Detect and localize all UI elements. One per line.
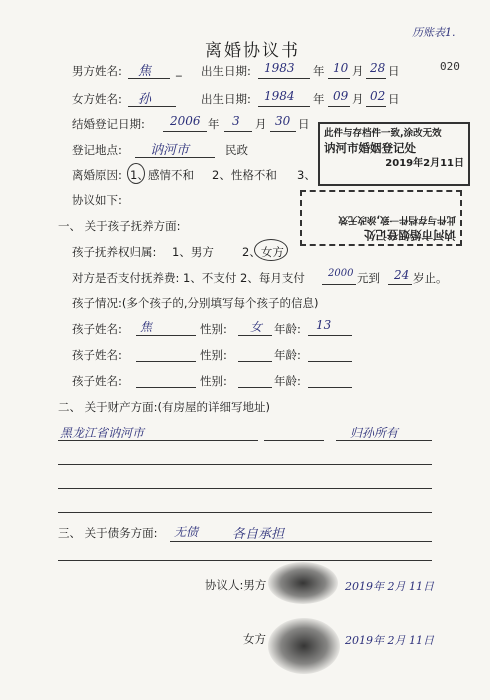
debt-section-heading: 三、 关于债务方面: <box>58 526 158 540</box>
female-year-unit: 年 <box>313 92 325 106</box>
male-name-line <box>128 78 170 79</box>
female-day-unit: 日 <box>388 92 400 106</box>
female-birth-day: 02 <box>370 89 386 103</box>
property-owner: 归孙所有 <box>350 426 399 440</box>
child-3-sex-label: 性别: <box>200 374 227 388</box>
female-day-line <box>366 106 386 107</box>
male-signature-label: 协议人:男方 <box>205 578 267 592</box>
child-2-name-label: 孩子姓名: <box>72 348 122 362</box>
child-1-age: 13 <box>316 318 332 332</box>
male-month-unit: 月 <box>352 64 364 78</box>
stamp-line-1: 此件与存档件一致,涂改无效 <box>324 128 442 139</box>
child-2-sex-label: 性别: <box>200 348 227 362</box>
registration-place-line <box>135 157 215 158</box>
child-1-name-line <box>136 335 196 336</box>
male-day-unit: 日 <box>388 64 400 78</box>
debt-line-1 <box>170 541 432 542</box>
marriage-month: 3 <box>232 114 240 128</box>
female-signature-label: 女方 <box>243 632 266 646</box>
marriage-month-line <box>224 131 252 132</box>
property-address: 黑龙江省讷河市 <box>60 426 145 440</box>
male-year-unit: 年 <box>313 64 325 78</box>
female-month-unit: 月 <box>352 92 364 106</box>
child-1-age-label: 年龄: <box>274 322 301 336</box>
child-2-name-line <box>136 361 196 362</box>
marriage-day-line <box>270 131 296 132</box>
registration-place-value: 讷河市 <box>150 143 190 158</box>
marriage-day-unit: 日 <box>298 117 310 131</box>
registration-place-label: 登记地点: <box>72 143 122 157</box>
stamp-line-3: 2019年2月11日 <box>385 158 464 169</box>
custody-selected-circle <box>254 239 288 261</box>
child-1-age-line <box>308 335 352 336</box>
debt-value-a: 无债 <box>174 525 199 539</box>
mirrored-stamp <box>300 190 462 246</box>
female-month-line <box>328 106 350 107</box>
female-birth-label: 出生日期: <box>201 92 251 106</box>
male-name-label: 男方姓名: <box>72 64 122 78</box>
document-title: 离婚协议书 <box>205 41 300 61</box>
property-section-heading: 二、 关于财产方面:(有房屋的详细写地址) <box>58 400 271 414</box>
property-line-1b <box>264 440 324 441</box>
support-amount: 2000 <box>328 268 354 279</box>
children-info-label: 孩子情况:(多个孩子的,分别填写每个孩子的信息) <box>72 296 319 310</box>
agreement-intro: 协议如下: <box>72 193 122 207</box>
property-line-1c <box>336 440 432 441</box>
child-3-sex-line <box>238 387 272 388</box>
marriage-month-unit: 月 <box>255 117 267 131</box>
marriage-year: 2006 <box>170 114 201 128</box>
child-2-age-line <box>308 361 352 362</box>
divorce-reason-label: 离婚原因: <box>72 168 122 182</box>
custody-option-male: 1、男方 <box>172 245 214 259</box>
support-age-line <box>388 284 412 285</box>
support-age: 24 <box>394 268 410 282</box>
male-day-line <box>366 78 386 79</box>
debt-value-b: 各自承担 <box>232 527 285 542</box>
child-3-name-line <box>136 387 196 388</box>
support-amount-line <box>322 284 356 285</box>
reason-option-3: 3、 <box>297 168 316 182</box>
marriage-date-label: 结婚登记日期: <box>72 117 145 131</box>
child-1-name-label: 孩子姓名: <box>72 322 122 336</box>
female-year-line <box>258 106 310 107</box>
male-birth-label: 出生日期: <box>201 64 251 78</box>
marriage-day: 30 <box>275 114 291 128</box>
male-name-value: 焦 <box>138 64 152 79</box>
page-number: 020 <box>440 60 460 73</box>
male-signature-date: 2019年 2月 11日 <box>345 580 434 593</box>
male-birth-day: 28 <box>370 61 386 75</box>
support-text-b: 元到 <box>357 271 380 285</box>
reason-option-2: 2、性格不和 <box>212 168 277 182</box>
debt-line-2 <box>58 560 432 561</box>
custody-option-female: 2、女方 <box>242 245 284 259</box>
corner-note: 历账表1. <box>412 26 456 39</box>
dash: _ <box>176 63 182 77</box>
mirrored-stamp-line-1: 讷河市婚姻登记处 <box>364 228 456 242</box>
property-line-2 <box>58 464 432 465</box>
child-1-name: 焦 <box>140 320 153 334</box>
male-fingerprint <box>268 562 338 604</box>
female-name-line <box>128 106 176 107</box>
female-signature-date: 2019年 2月 11日 <box>345 634 434 647</box>
child-1-sex-line <box>238 335 272 336</box>
female-name-label: 女方姓名: <box>72 92 122 106</box>
child-1-sex: 女 <box>250 320 263 334</box>
child-3-age-line <box>308 387 352 388</box>
children-section-heading: 一、 关于孩子抚养方面: <box>58 219 181 233</box>
child-3-age-label: 年龄: <box>274 374 301 388</box>
reason-option-1-num: 1、 <box>130 168 149 182</box>
female-name-value: 孙 <box>138 92 152 107</box>
stamp-line-2: 讷河市婚姻登记处 <box>324 141 416 155</box>
child-1-sex-label: 性别: <box>200 322 227 336</box>
marriage-year-line <box>163 131 207 132</box>
female-birth-month: 09 <box>333 89 349 103</box>
registry-stamp <box>318 122 470 186</box>
female-fingerprint <box>268 618 340 674</box>
marriage-year-unit: 年 <box>208 117 220 131</box>
support-text-c: 岁止。 <box>413 271 448 285</box>
reason-option-1: 感情不和 <box>148 168 194 182</box>
child-3-name-label: 孩子姓名: <box>72 374 122 388</box>
female-birth-year: 1984 <box>264 89 295 103</box>
support-text-a: 对方是否支付抚养费: 1、不支付 2、每月支付 <box>72 271 305 285</box>
property-line-4 <box>58 512 432 513</box>
male-year-line <box>258 78 310 79</box>
child-2-sex-line <box>238 361 272 362</box>
male-birth-year: 1983 <box>264 61 295 75</box>
mirrored-stamp-line-2: 此件与存档件一致,涂改无效 <box>338 214 456 225</box>
male-birth-month: 10 <box>333 61 349 75</box>
male-month-line <box>328 78 350 79</box>
custody-label: 孩子抚养权归属: <box>72 245 157 259</box>
reason-selected-circle <box>127 163 145 184</box>
child-2-age-label: 年龄: <box>274 348 301 362</box>
registration-suffix: 民政 <box>225 143 248 157</box>
property-line-3 <box>58 488 432 489</box>
property-line-1a <box>58 440 258 441</box>
